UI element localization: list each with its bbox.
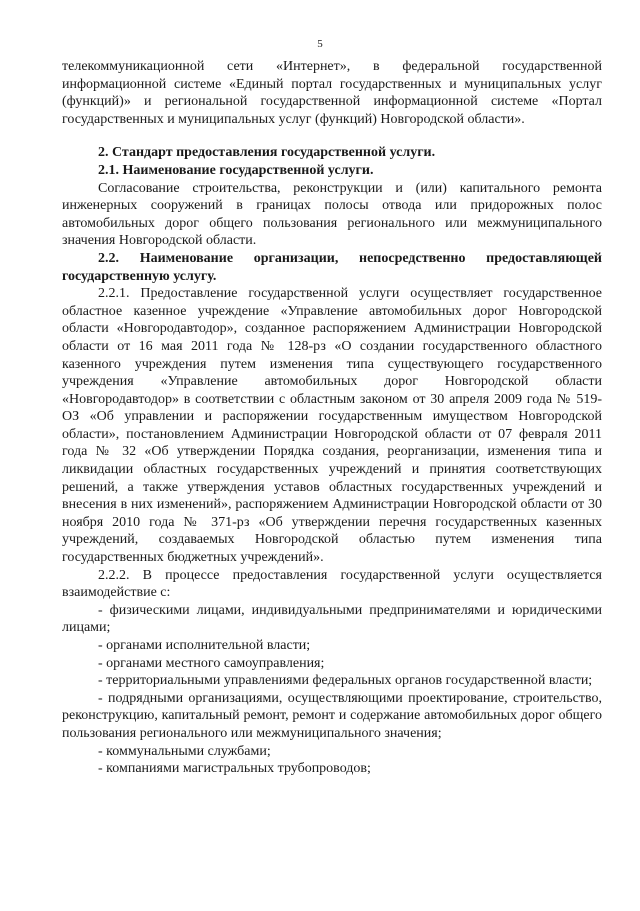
paragraph-continuation: телекоммуникационной сети «Интернет», в федеральной государственной информационной системе «Единый портал государственных и муниципальных услуг (функций)» и региональной государственной информационной системе «Портал государственных и муниципальных услуг (функций) Новгородской области».: [62, 59, 602, 127]
list-item: - физическими лицами, индивидуальными предпринимателями и юридическими лицами;: [62, 602, 602, 636]
paragraph-2-2-1: 2.2.1. Предоставление государственной услуги осуществляет государственное областное казенное учреждение «Управление автомобильных дорог Новгородской области «Новгородавтодор», созданное распоряжением Администрации Новгородской области от 16 мая 2011 года № 128-рз «О создании государственного областного казенного учреждения путем изменения типа существующего государственного учреждения «Управление автомобильных дорог Новгородской области «Новгородавтодор» в соответствии с областным законом от 30 апреля 2009 года № 519-ОЗ «Об управлении и распоряжении государственным имуществом Новгородской области», постановлением Администрации Новгородской области от 07 февраля 2011 года № 32 «Об утверждении Порядка создания, реорганизации, изменения типа и ликвидации областных государственных учреждений и принятия соответствующих решений, а также утверждения уставов областных государственных учреждений и внесения в них изменений», распоряжением Администрации Новгородской области от 30 ноября 2010 года № 371-рз «Об утверждении перечня государственных казенных учреждений, создаваемых Новгородской областью путем изменения типа государственных бюджетных учреждений».: [62, 286, 602, 566]
section-heading-2: 2. Стандарт предоставления государственной услуги.: [98, 145, 436, 161]
list-item: - коммунальными службами;: [98, 743, 271, 759]
list-item: - компаниями магистральных трубопроводов;: [98, 761, 371, 777]
paragraph-2-1: Согласование строительства, реконструкции и (или) капитального ремонта инженерных сооружений в границах полосы отвода или придорожных полос автомобильных дорог общего пользования регионального или межмуниципального значения Новгородской области.: [62, 180, 602, 249]
section-heading-2-1: 2.1. Наименование государственной услуги.: [98, 162, 374, 178]
paragraph-2-2-2: 2.2.2. В процессе предоставления государственной услуги осуществляется взаимодействие с:: [62, 567, 602, 601]
list-item: - подрядными организациями, осуществляющими проектирование, строительство, реконструкцию, капитальный ремонт, ремонт и содержание автомобильных дорог общего пользования регионального или межмуниципального значения;: [62, 690, 602, 741]
document-body: [62, 58, 602, 778]
list-item: - органами исполнительной власти;: [98, 638, 311, 653]
list-item: - территориальными управлениями федеральных органов государственной власти;: [98, 673, 593, 689]
section-heading-2-2: 2.2. Наименование организации, непосредственно предоставляющей государственную услугу.: [62, 250, 602, 284]
page-number: 5: [317, 38, 323, 50]
list-item: - органами местного самоуправления;: [98, 655, 325, 671]
